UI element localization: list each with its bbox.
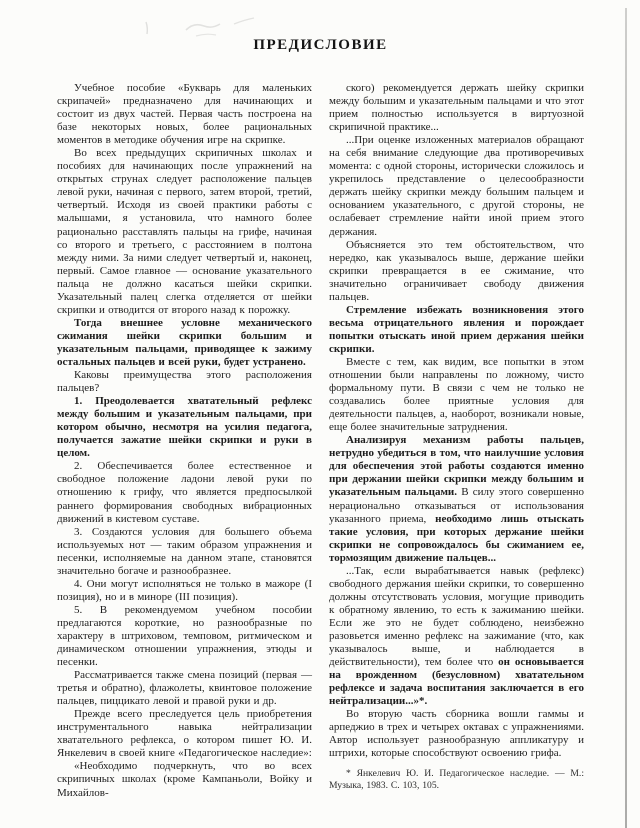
text-segment: 3. Создаются условия для большего объема используемых нот — таким образом упражнения и песенки, исполняемые на данном этапе, становятся значительно богаче и разнообразнее. <box>57 525 312 577</box>
paragraph <box>329 239 584 304</box>
paragraph <box>57 669 312 708</box>
paragraph <box>329 356 584 434</box>
paragraph <box>57 147 312 317</box>
bold-text-segment: 1. Преодолевается хватательный рефлекс между большим и указательным пальцами, при котором обычно, несмотря на усилия педагога, получается зажатие шейки скрипки и руки в целом. <box>57 395 312 460</box>
bold-text-segment: Анализируя механизм работы пальцев, нетрудно убедиться в том, что наилучшие условия для обеспечения этой работы создаются именно при держании шейки скрипки между большим и указательным пальцами. <box>329 434 584 499</box>
paragraph <box>57 460 312 525</box>
bold-text-segment: Стремление избежать возникновения этого весьма отрицательного явления и порождает попытки отыскать иной прием держания шейки скрипки. <box>329 303 584 355</box>
page-scan-edge <box>625 8 627 828</box>
text-segment: ...Так, если вырабатывается навык (рефлекс) свободного держания шейки скрипки, то совершенно должны отсутствовать условия, могущие приводить к обратному явлению, то есть к зажиманию шейки. Если же это не будет соблюдено, неизбежно разовьется именно рефлекс на зажимание (что, как указывалось выше, и наблюдается в действительности), тем более что <box>329 564 584 669</box>
left-column <box>57 82 312 800</box>
text-segment: В силу этого совершенно нерационально отказываться от использования указанного приема, <box>329 486 584 525</box>
page-title: ПРЕДИСЛОВИЕ <box>253 37 388 53</box>
right-column <box>329 82 584 800</box>
text-columns <box>57 82 584 800</box>
paragraph <box>329 304 584 356</box>
paragraph <box>329 565 584 709</box>
text-segment: ского) рекомендуется держать шейку скрипки между большим и указательным пальцами и что этот прием полностью используется в виртуозной скрипичной практике... <box>329 82 584 134</box>
paragraph <box>329 434 584 564</box>
bold-text-segment: необходимо лишь отыскать такие условия, при которых держание шейки скрипки не сопровождалось бы сжиманием ее, тормозящим движение пальцев... <box>329 512 584 564</box>
text-segment: «Необходимо подчеркнуть, что во всех скрипичных школах (кроме Кампаньоли, Войку и Михайлов- <box>57 760 312 799</box>
text-segment: Вместе с тем, как видим, все попытки в этом отношении были направлены по ложному, чисто формальному пути. В связи с чем не только не создавались более приятные условия для деятельности пальцев, а, наоборот, возникали новые, еще более значительные затруднения. <box>329 355 584 434</box>
paragraph <box>57 604 312 669</box>
text-segment: ...При оценке изложенных материалов обращают на себя внимание следующие два противоречивых момента: с одной стороны, исторически сложилось и укрепилось представление о целесообразности держать шейку скрипки между большим пальцем и основанием указательного, с другой стороны, не ослабевает стремление найти иной прием этого держания. <box>329 134 584 238</box>
text-segment: Во вторую часть сборника вошли гаммы и арпеджио в трех и четырех октавах с упражнениями. Автор использует разнообразную аппликатуру и штрихи, которые способствуют освоению грифа. <box>329 708 584 760</box>
text-segment: Объясняется это тем обстоятельством, что нередко, как указывалось выше, держание шейки скрипки превращается в ее сжимание, что значительно ограничивает свободу движения пальцев. <box>329 238 584 303</box>
paragraph <box>329 708 584 760</box>
text-segment: 4. Они могут исполняться не только в мажоре (I позиция), но и в миноре (III позиция). <box>57 577 312 603</box>
paragraph <box>57 82 312 147</box>
footnote <box>329 768 584 791</box>
text-segment: 5. В рекомендуемом учебном пособии предлагаются короткие, но разнообразные по характеру в штриховом, темповом, ритмическом и динамическом отношении упражнения, этюды и песенки. <box>57 603 312 669</box>
paragraph <box>57 708 312 760</box>
bold-text-segment: Тогда внешнее условне механического сжимания шейки скрипки большим и указательным пальцами, приводящее к зажиму остальных пальцев и всей руки, будет устранено. <box>57 316 312 368</box>
paragraph <box>57 317 312 369</box>
paragraph <box>57 395 312 460</box>
text-segment: Учебное пособие «Букварь для маленьких скрипачей» предназначено для начинающих и состоит из двух частей. Первая часть построена на базе некоторых новых, более рациональных моментов в методике обучения игре на скрипке. <box>57 82 312 147</box>
paragraph <box>329 82 584 134</box>
bold-text-segment: он основывается на врожденном (безусловном) хватательном рефлексе и задача воспитания заключается в его нейтрализации...»*. <box>329 656 584 708</box>
text-segment: Рассматривается также смена позиций (первая — третья и обратно), флажолеты, квинтовое положение пальцев, пиццикато левой и правой руки и др. <box>57 669 312 708</box>
text-segment: Каковы преимущества этого расположения пальцев? <box>57 369 312 395</box>
paragraph <box>57 760 312 799</box>
paragraph <box>57 369 312 395</box>
paragraph <box>57 526 312 578</box>
text-segment: Прежде всего преследуется цель приобретения инструментального навыка нейтрализации хватательного рефлекса, о котором пишет Ю. И. Янкелевич в своей книге «Педагогическое наследие»: <box>57 708 312 760</box>
text-segment: Во всех предыдущих скрипичных школах и пособиях для начинающих после упражнений на открытых струнах следует расположение пальцев левой руки, начиная с первого, затем второй, третий, четвертый. Исходя из своей практики работы с малышами, я установила, что намного более рационально расставлять пальцы на грифе, начиная со второго и третьего, с расстоянием в полтона между ними. За ними следует четвертый и, наконец, первый. Самое главное — основание указательного пальца не должно касаться шейки скрипки. Указательный палец слегка отделяется от шейки скрипки и отводится от второго назад к порожку. <box>57 147 312 316</box>
paragraph <box>329 134 584 238</box>
paragraph <box>57 578 312 604</box>
text-segment: 2. Обеспечивается более естественное и свободное положение ладони левой руки по отношению к грифу, что является предпосылкой раннего формирования свободных вибрационных движений в кистевом суставе. <box>57 460 312 525</box>
text-segment: * Янкелевич Ю. И. Педагогическое наследие. — М.: Музыка, 1983. С. 103, 105. <box>329 768 584 791</box>
